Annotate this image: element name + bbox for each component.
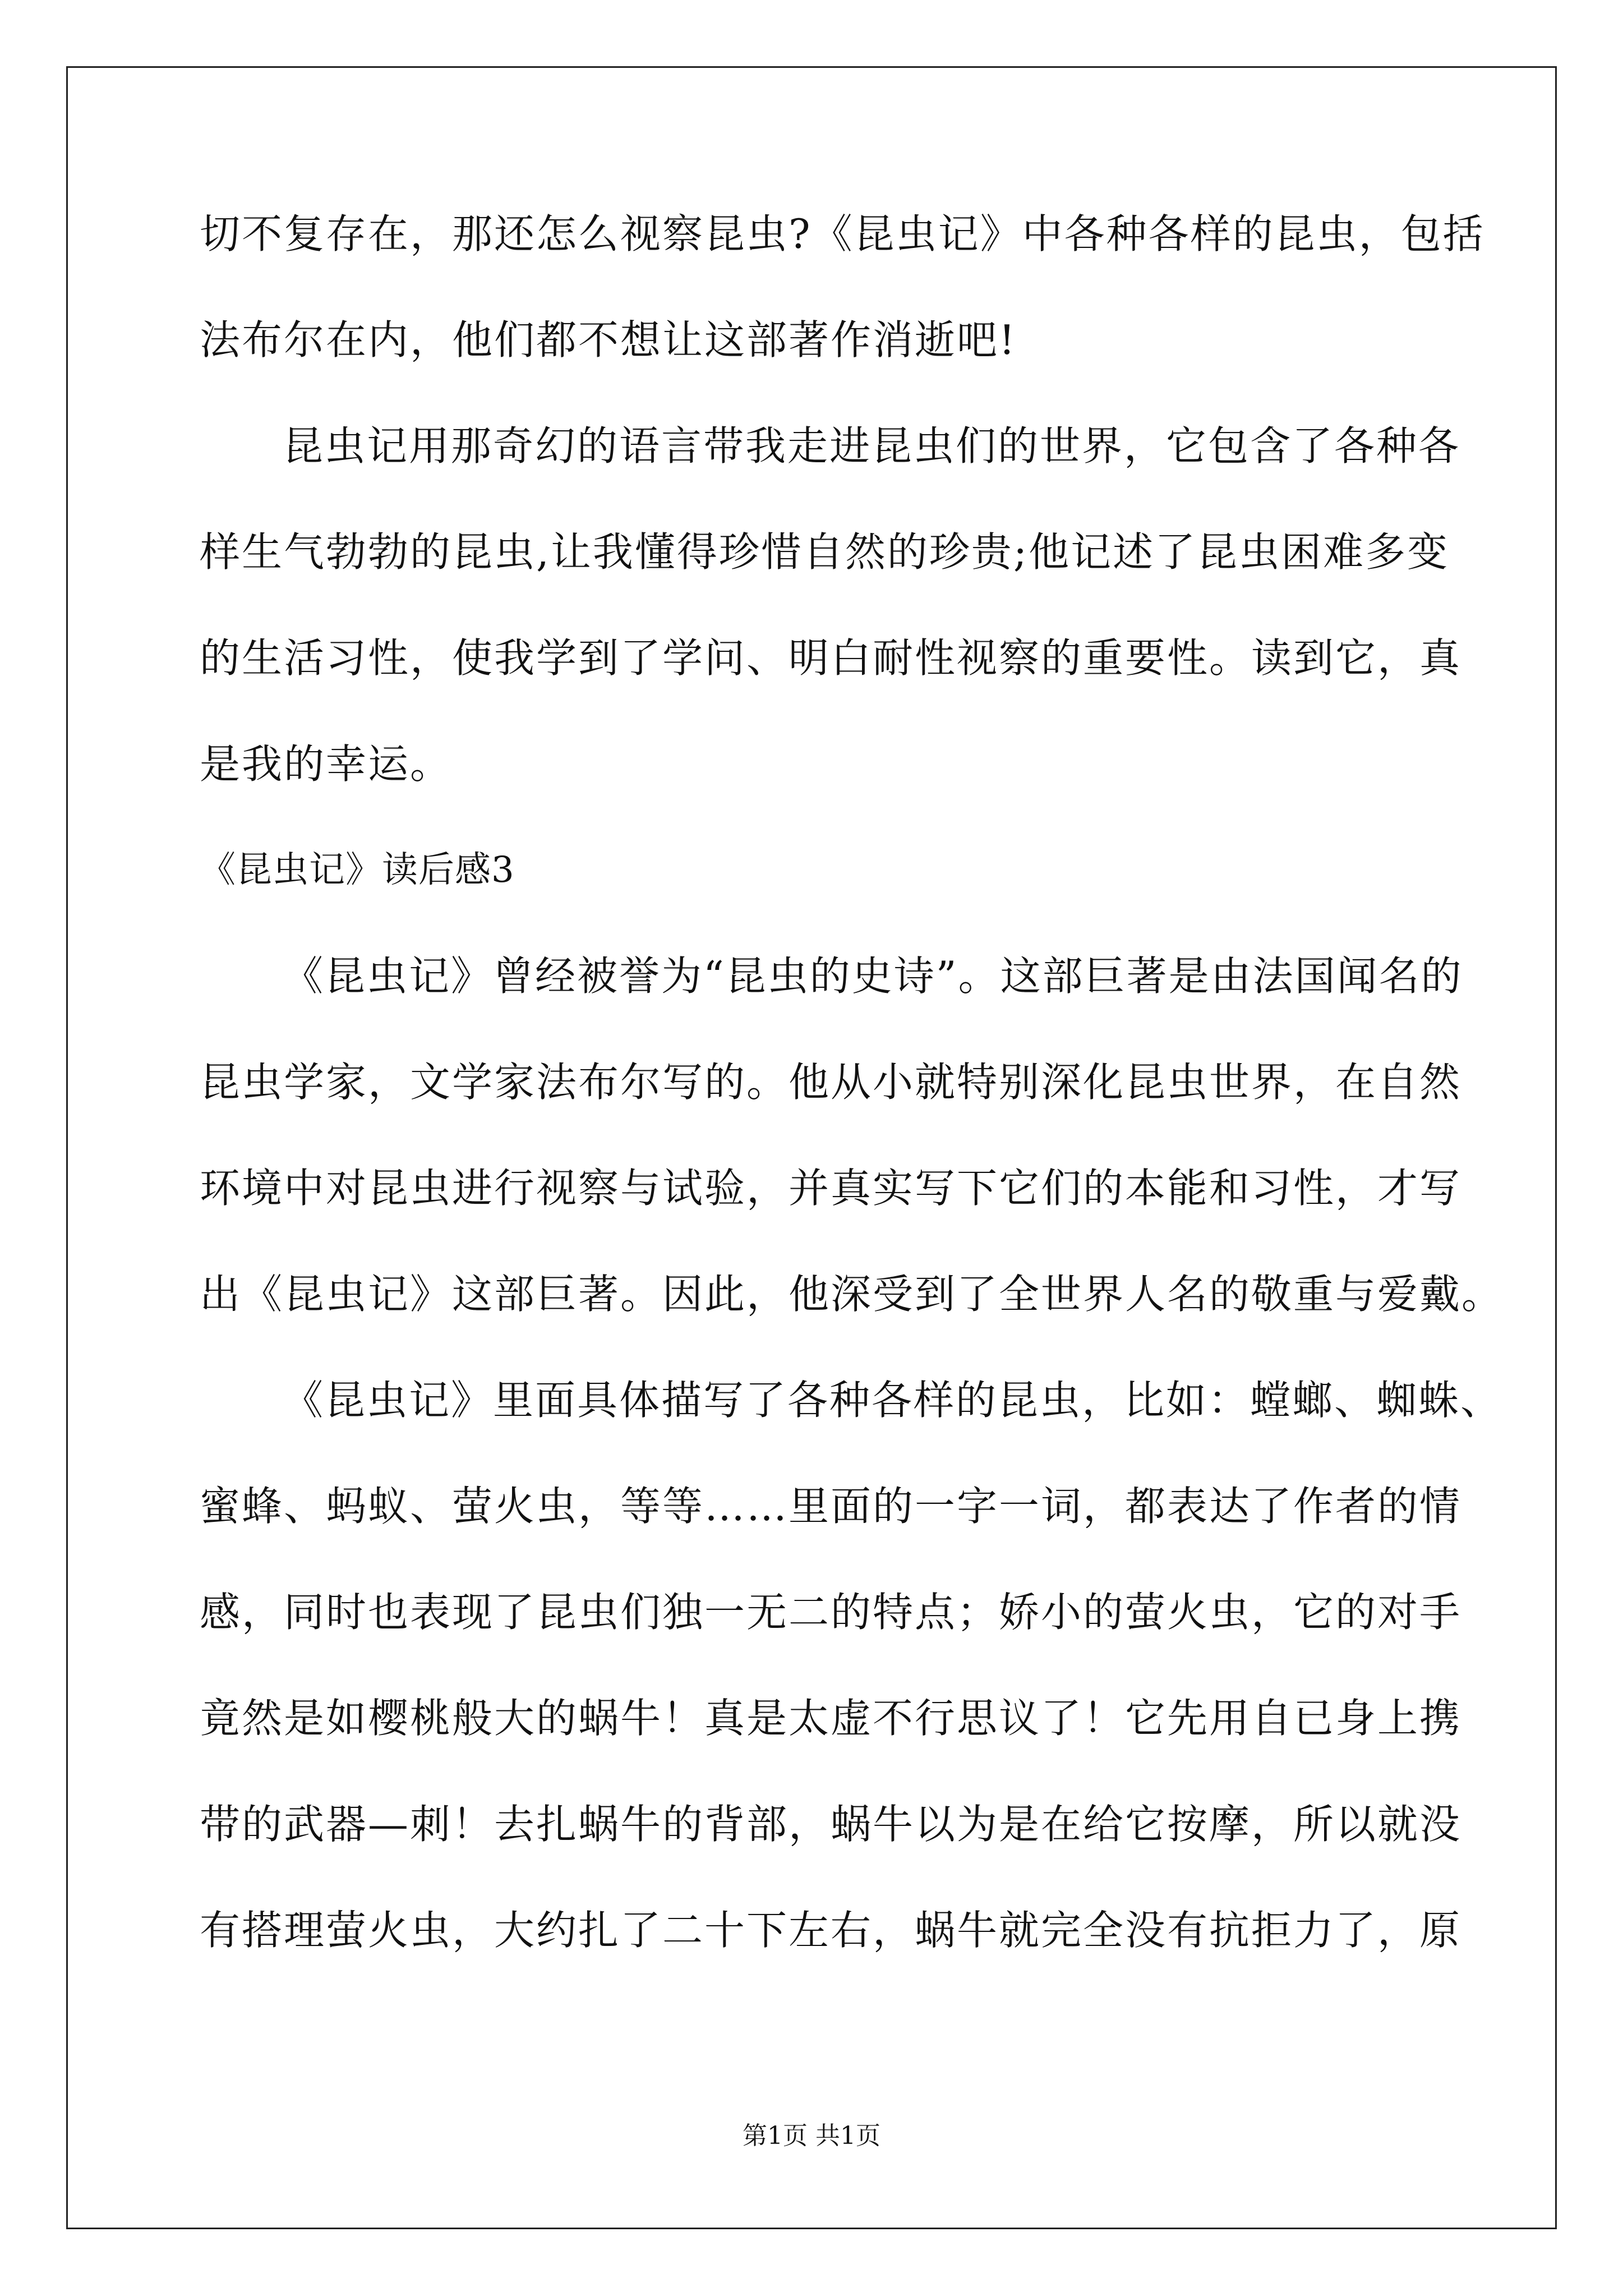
paragraph-line: 有搭理萤火虫，大约扎了二十下左右，蜗牛就完全没有抗拒力了，原 (200, 1907, 1462, 1954)
paragraph-line: 的生活习性，使我学到了学问、明白耐性视察的重要性。读到它，真 (200, 634, 1462, 682)
paragraph-line: 切不复存在，那还怎么视察昆虫?《昆虫记》中各种各样的昆虫，包括 (200, 210, 1485, 257)
paragraph-line: 竟然是如樱桃般大的蜗牛！真是太虚不行思议了！它先用自已身上携 (200, 1695, 1462, 1742)
paragraph-line: 带的武器—刺！去扎蜗牛的背部，蜗牛以为是在给它按摩，所以就没 (200, 1801, 1462, 1848)
paragraph-line: 昆虫学家，文学家法布尔写的。他从小就特别深化昆虫世界，在自然 (200, 1059, 1462, 1106)
document-body (200, 208, 1504, 2010)
paragraph-line: 是我的幸运。 (200, 740, 453, 788)
paragraph-line: 法布尔在内，他们都不想让这部著作消逝吧! (200, 316, 1017, 364)
paragraph-line: 蜜蜂、蚂蚁、萤火虫，等等……里面的一字一词，都表达了作者的情 (200, 1483, 1462, 1530)
section-heading: 《昆虫记》读后感3 (200, 849, 515, 891)
paragraph-line: 《昆虫记》里面具体描写了各种各样的昆虫，比如：螳螂、蜘蛛、 (283, 1377, 1503, 1424)
paragraph-line: 《昆虫记》曾经被誉为“昆虫的史诗”。这部巨著是由法国闻名的 (283, 953, 1463, 1000)
paragraph-line: 环境中对昆虫进行视察与试验，并真实写下它们的本能和习性，才写 (200, 1165, 1462, 1212)
paragraph-line: 昆虫记用那奇幻的语言带我走进昆虫们的世界，它包含了各种各 (283, 422, 1461, 470)
paragraph-line: 样生气勃勃的昆虫,让我懂得珍惜自然的珍贵;他记述了昆虫困难多变 (200, 528, 1450, 576)
paragraph-line: 出《昆虫记》这部巨著。因此，他深受到了全世界人名的敬重与爱戴。 (200, 1271, 1504, 1318)
paragraph-line: 感，同时也表现了昆虫们独一无二的特点；娇小的萤火虫，它的对手 (200, 1589, 1462, 1636)
page-footer: 第1页 共1页 (743, 2122, 880, 2150)
